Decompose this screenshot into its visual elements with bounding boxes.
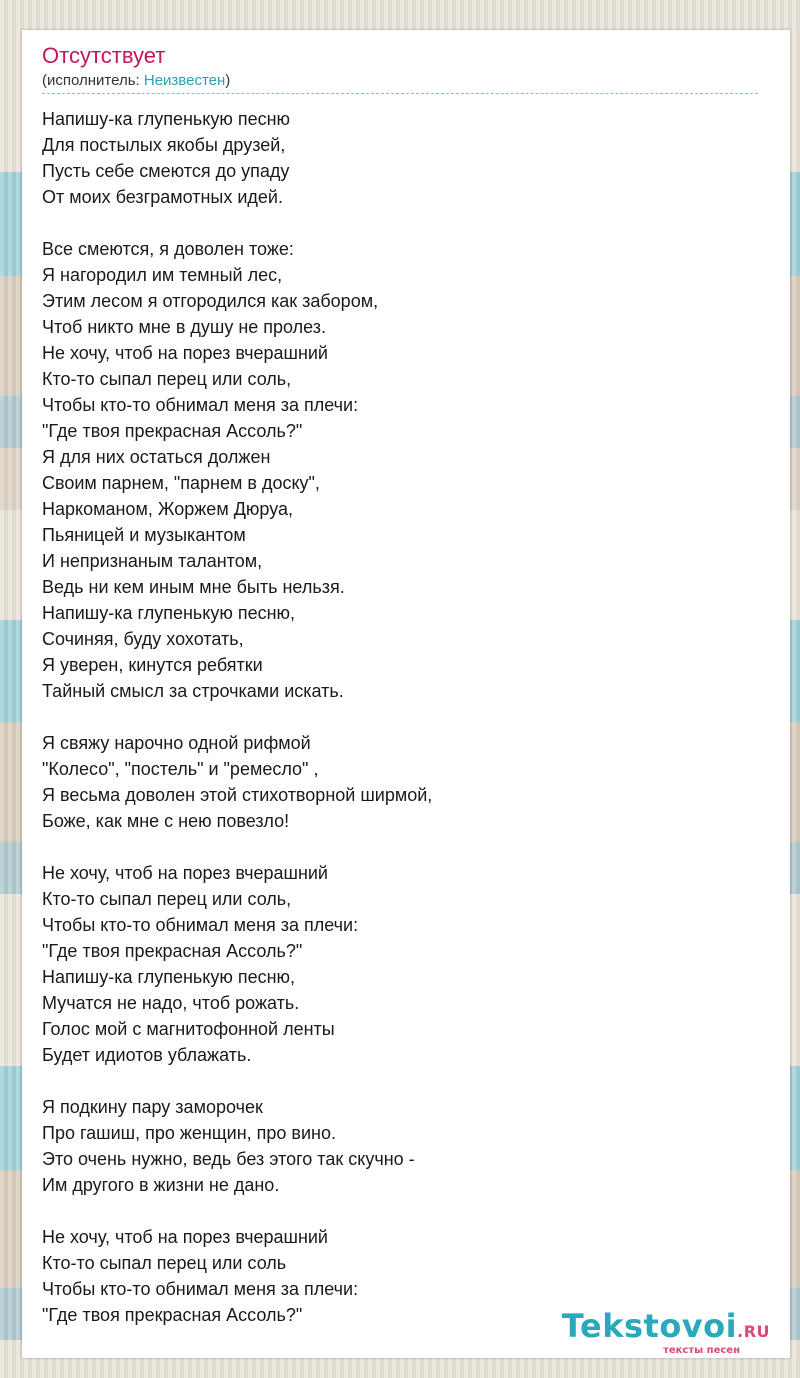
lyric-line: "Где твоя прекрасная Ассоль?" [42,941,303,961]
logo-name: Tekstovoi [561,1307,738,1345]
lyric-line: Все смеются, я доволен тоже: [42,239,294,259]
lyric-line: От моих безграмотных идей. [42,187,283,207]
lyric-line: Я уверен, кинутся ребятки [42,655,263,675]
lyric-line: Будет идиотов ублажать. [42,1045,252,1065]
stanza-break [42,704,770,730]
lyric-line: Пьяницей и музыкантом [42,525,246,545]
stanza-break [42,1068,770,1094]
lyric-line: Сочиняя, буду хохотать, [42,629,244,649]
lyric-line: Тайный смысл за строчками искать. [42,681,344,701]
lyric-line: "Где твоя прекрасная Ассоль?" [42,421,303,441]
site-logo[interactable] [562,1309,770,1356]
lyric-line: Кто-то сыпал перец или соль, [42,369,292,389]
lyric-line: Боже, как мне с нею повезло! [42,811,290,831]
lyric-line: Я подкину пару заморочек [42,1097,263,1117]
logo-tagline: тексты песен [663,1345,740,1356]
lyric-line: "Где твоя прекрасная Ассоль?" [42,1305,303,1325]
lyric-line: Не хочу, чтоб на порез вчерашний [42,343,328,363]
lyric-line: Им другого в жизни не дано. [42,1175,280,1195]
lyric-line: "Колесо", "постель" и "ремесло" , [42,759,319,779]
lyric-line: Своим парнем, "парнем в доску", [42,473,320,493]
stanza-break [42,210,770,236]
performer-prefix: (исполнитель: [42,72,144,89]
lyric-line: Мучатся не надо, чтоб рожать. [42,993,300,1013]
lyric-line: И непризнаным талантом, [42,551,263,571]
lyric-line: Голос мой с магнитофонной ленты [42,1019,335,1039]
stanza-break [42,834,770,860]
lyric-line: Я нагородил им темный лес, [42,265,283,285]
lyric-line: Ведь ни кем иным мне быть нельзя. [42,577,345,597]
lyrics-text [42,106,770,1328]
lyrics-card [22,30,790,1358]
lyric-line: Я свяжу нарочно одной рифмой [42,733,311,753]
logo-wordmark [562,1309,770,1349]
lyric-line: Не хочу, чтоб на порез вчерашний [42,863,328,883]
lyric-line: Пусть себе смеются до упаду [42,161,290,181]
logo-tld: .RU [737,1322,770,1341]
lyric-line: Я для них остаться должен [42,447,271,467]
lyric-line: Напишу-ка глупенькую песню, [42,967,296,987]
performer-line [42,71,758,94]
lyric-line: Напишу-ка глупенькую песню, [42,603,296,623]
lyric-line: Я весьма доволен этой стихотворной ширмой, [42,785,433,805]
lyric-line: Не хочу, чтоб на порез вчерашний [42,1227,328,1247]
lyric-line: Чтобы кто-то обнимал меня за плечи: [42,915,359,935]
lyric-line: Кто-то сыпал перец или соль [42,1253,287,1273]
performer-suffix: ) [225,72,231,89]
performer-link[interactable]: Неизвестен [143,72,226,89]
lyric-line: Наркоманом, Жоржем Дюруа, [42,499,293,519]
lyric-line: Этим лесом я отгородился как забором, [42,291,379,311]
song-title: Отсутствует [42,43,166,68]
lyric-line: Кто-то сыпал перец или соль, [42,889,292,909]
lyric-line: Чтобы кто-то обнимал меня за плечи: [42,395,359,415]
lyric-line: Чтобы кто-то обнимал меня за плечи: [42,1279,359,1299]
lyric-line: Это очень нужно, ведь без этого так скучно - [42,1149,415,1169]
stanza-break [42,1198,770,1224]
lyric-line: Про гашиш, про женщин, про вино. [42,1123,336,1143]
lyric-line: Чтоб никто мне в душу не пролез. [42,317,327,337]
lyric-line: Для постылых якобы друзей, [42,135,286,155]
lyric-line: Напишу-ка глупенькую песню [42,109,291,129]
